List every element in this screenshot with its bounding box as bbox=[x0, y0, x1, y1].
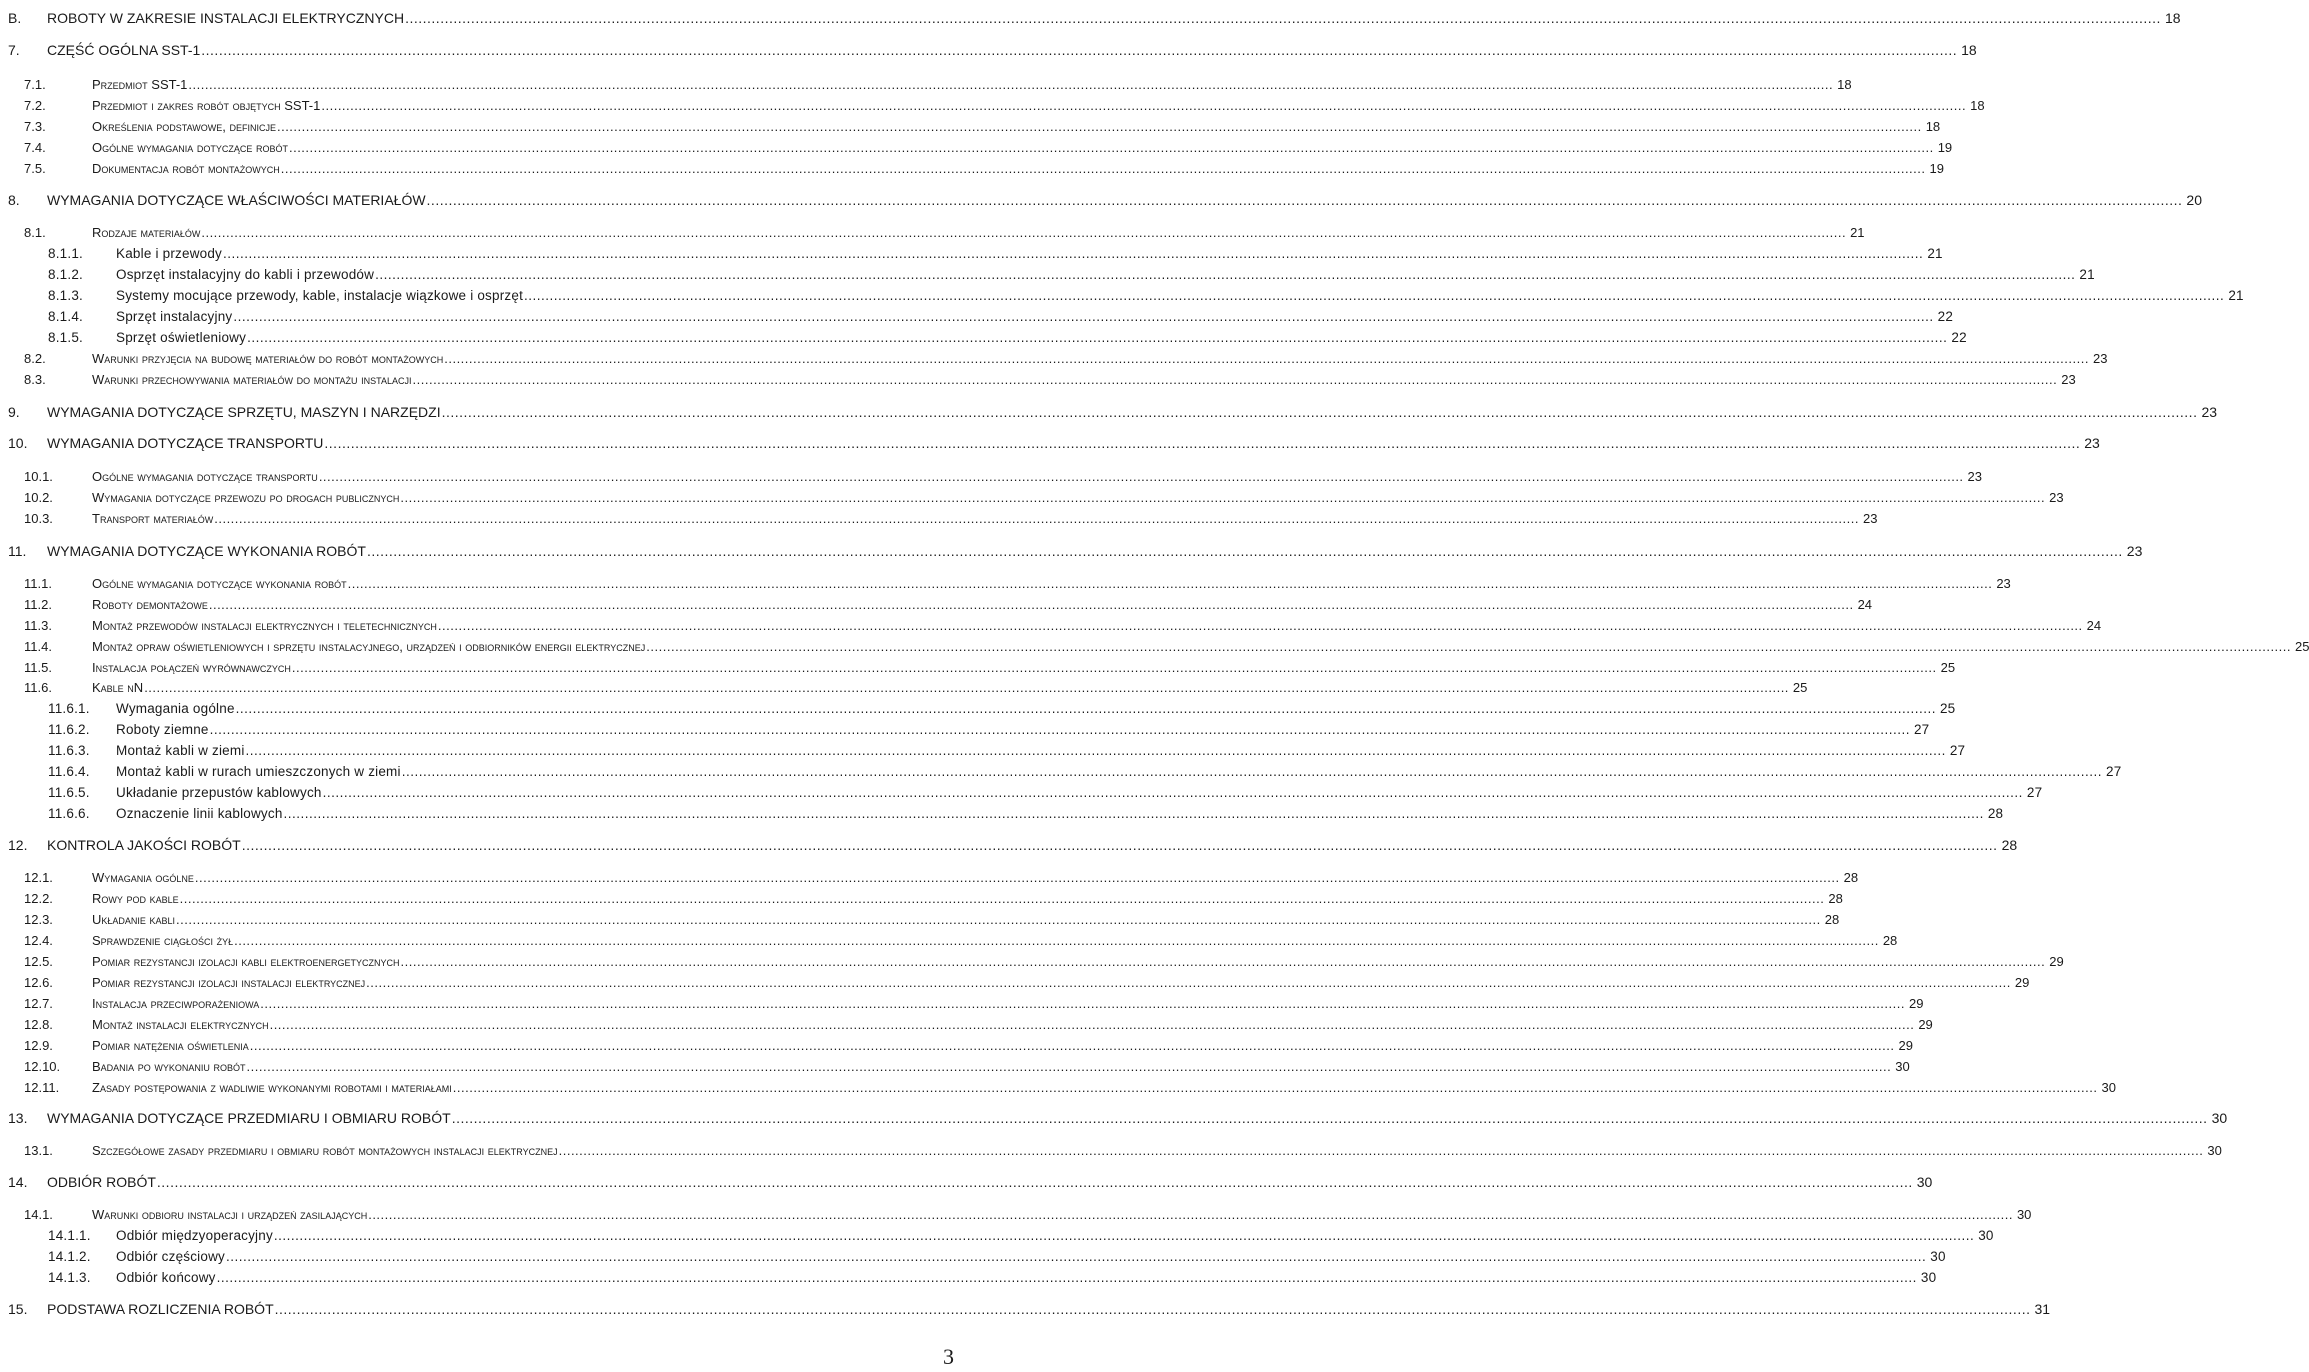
toc-entry-number: 12.10. bbox=[24, 1059, 61, 1074]
toc-entry-page: 21 bbox=[1927, 246, 1943, 261]
toc-entry-number: 8.2. bbox=[24, 351, 46, 366]
toc-entry-number: 11.6. bbox=[24, 680, 52, 695]
toc-entry-number: 11.6.4. bbox=[48, 764, 90, 779]
toc-entry-page: 22 bbox=[1937, 309, 1954, 324]
toc-entry-title: ROBOTY W ZAKRESIE INSTALACJI ELEKTRYCZNYCH bbox=[47, 10, 405, 26]
toc-entry[interactable] bbox=[0, 1035, 1913, 1056]
toc-entry-title: Montaż przewodów instalacji elektrycznych i teletechnicznych bbox=[92, 618, 437, 633]
toc-entry-number: 11.5. bbox=[24, 660, 52, 675]
toc-leader-dots: ................................................................................................................................................................................................................................................................................................................................................................................................................ bbox=[241, 837, 1998, 853]
toc-leader-dots: ................................................................................................................................................................................................................................................................................................................................................................................................................ bbox=[226, 1249, 1927, 1264]
toc-entry-page: 25 bbox=[1939, 701, 1956, 716]
toc-entry-number: 11. bbox=[8, 543, 27, 559]
toc-entry-title: Szczegółowe zasady przedmiaru i obmiaru robót montażowych instalacji elektrycznej bbox=[92, 1143, 558, 1158]
toc-entry-number: 14. bbox=[8, 1174, 28, 1190]
toc-entry-page: 23 bbox=[2049, 490, 2064, 505]
toc-entry-page: 23 bbox=[1862, 511, 1878, 526]
toc-entry-number: 11.2. bbox=[24, 597, 52, 612]
toc-leader-dots: ................................................................................................................................................................................................................................................................................................................................................................................................................ bbox=[441, 404, 2198, 420]
toc-entry-page: 21 bbox=[2079, 267, 2095, 282]
toc-entry-title: Kable nN bbox=[92, 680, 144, 695]
toc-leader-dots: ................................................................................................................................................................................................................................................................................................................................................................................................................ bbox=[288, 140, 1934, 155]
toc-entry[interactable] bbox=[0, 594, 1873, 615]
toc-entry-title: Osprzęt instalacyjny do kabli i przewodów bbox=[116, 267, 375, 282]
toc-entry-number: 8.1. bbox=[24, 225, 46, 240]
toc-entry-number: 8. bbox=[8, 192, 20, 208]
toc-entry[interactable] bbox=[0, 158, 1944, 179]
toc-entry-number: 10.3. bbox=[24, 511, 53, 526]
toc-entry-page: 30 bbox=[1978, 1228, 1994, 1243]
toc-entry-title: Sprawdzenie ciągłości żył bbox=[92, 933, 234, 948]
toc-entry-title: Ogólne wymagania dotyczące wykonania robót bbox=[92, 576, 347, 591]
toc-leader-dots: ................................................................................................................................................................................................................................................................................................................................................................................................................ bbox=[245, 743, 1946, 758]
toc-entry-number: 11.6.1. bbox=[48, 701, 90, 716]
toc-entry-title: Montaż opraw oświetleniowych i sprzętu instalacyjnego, urządzeń i odbiorników energii elektrycznej bbox=[92, 639, 646, 654]
toc-entry-number: 10. bbox=[8, 435, 28, 451]
page-number: 3 bbox=[943, 1344, 954, 1369]
toc-entry-title: ODBIÓR ROBÓT bbox=[47, 1174, 156, 1190]
toc-leader-dots: ................................................................................................................................................................................................................................................................................................................................................................................................................ bbox=[646, 639, 2292, 654]
toc-entry-title: Warunki przechowywania materiałów do montażu instalacji bbox=[92, 372, 412, 387]
toc-entry-number: 12.6. bbox=[24, 975, 53, 990]
toc-leader-dots: ................................................................................................................................................................................................................................................................................................................................................................................................................ bbox=[366, 543, 2123, 559]
toc-entry[interactable] bbox=[0, 677, 1808, 698]
toc-entry-title: Badania po wykonaniu robót bbox=[92, 1059, 246, 1074]
toc-leader-dots: ................................................................................................................................................................................................................................................................................................................................................................................................................ bbox=[208, 597, 1854, 612]
toc-entry-page: 29 bbox=[1908, 996, 1924, 1011]
toc-entry-page: 20 bbox=[2186, 192, 2202, 208]
toc-entry-page: 30 bbox=[1920, 1270, 1937, 1285]
toc-entry-number: 7.2. bbox=[24, 98, 46, 113]
toc-entry-title: WYMAGANIA DOTYCZĄCE WYKONANIA ROBÓT bbox=[47, 543, 366, 559]
toc-entry[interactable] bbox=[0, 573, 2011, 594]
toc-entry[interactable] bbox=[0, 487, 2064, 508]
toc-entry-number: B. bbox=[8, 10, 22, 26]
toc-leader-dots: ................................................................................................................................................................................................................................................................................................................................................................................................................ bbox=[269, 1017, 1915, 1032]
toc-entry[interactable] bbox=[0, 1014, 1933, 1035]
toc-entry-title: KONTROLA JAKOŚCI ROBÓT bbox=[47, 837, 241, 853]
toc-leader-dots: ................................................................................................................................................................................................................................................................................................................................................................................................................ bbox=[401, 764, 2102, 779]
toc-leader-dots: ................................................................................................................................................................................................................................................................................................................................................................................................................ bbox=[405, 10, 2161, 26]
toc-entry-number: 11.6.2. bbox=[48, 722, 90, 737]
toc-entry-number: 12.8. bbox=[24, 1017, 53, 1032]
toc-leader-dots: ................................................................................................................................................................................................................................................................................................................................................................................................................ bbox=[412, 372, 2058, 387]
toc-entry-title: Przedmiot SST-1 bbox=[92, 77, 188, 92]
toc-entry[interactable] bbox=[0, 1225, 1994, 1246]
toc-leader-dots: ................................................................................................................................................................................................................................................................................................................................................................................................................ bbox=[249, 1038, 1895, 1053]
toc-entry-title: Transport materiałów bbox=[92, 511, 214, 526]
toc-entry-page: 28 bbox=[1882, 933, 1898, 948]
toc-entry-title: CZĘŚĆ OGÓLNA SST-1 bbox=[47, 42, 201, 58]
toc-entry-number: 11.6.5. bbox=[48, 785, 90, 800]
toc-entry-page: 25 bbox=[2295, 639, 2309, 654]
toc-entry-title: Instalacja przeciwporażeniowa bbox=[92, 996, 260, 1011]
toc-entry-page: 23 bbox=[2084, 435, 2100, 451]
toc-entry-page: 18 bbox=[1837, 77, 1852, 92]
toc-entry[interactable] bbox=[0, 243, 1943, 264]
toc-entry-page: 19 bbox=[1937, 140, 1953, 155]
toc-entry[interactable] bbox=[0, 909, 1840, 930]
toc-leader-dots: ................................................................................................................................................................................................................................................................................................................................................................................................................ bbox=[260, 996, 1905, 1011]
toc-leader-dots: ................................................................................................................................................................................................................................................................................................................................................................................................................ bbox=[276, 119, 1922, 134]
toc-entry-title: Wymagania ogólne bbox=[116, 701, 235, 716]
toc-entry-title: Układanie przepustów kablowych bbox=[116, 785, 322, 800]
toc-entry-page: 28 bbox=[1987, 806, 2004, 821]
toc-entry[interactable] bbox=[0, 1204, 2032, 1225]
toc-entry-page: 28 bbox=[1828, 891, 1843, 906]
toc-entry-page: 27 bbox=[2026, 785, 2043, 800]
toc-entry-title: WYMAGANIA DOTYCZĄCE SPRZĘTU, MASZYN I NARZĘDZI bbox=[47, 404, 441, 420]
toc-entry[interactable] bbox=[0, 95, 1985, 116]
toc-entry[interactable] bbox=[0, 698, 1956, 719]
toc-entry-number: 8.1.3. bbox=[48, 288, 83, 303]
toc-entry[interactable] bbox=[0, 348, 2108, 369]
toc-leader-dots: ................................................................................................................................................................................................................................................................................................................................................................................................................ bbox=[194, 870, 1840, 885]
toc-entry-number: 7. bbox=[8, 42, 20, 58]
toc-entry-title: Pomiar rezystancji izolacji kabli elektroenergetycznych bbox=[92, 954, 400, 969]
toc-entry-page: 23 bbox=[2061, 372, 2076, 387]
toc-entry-title: Określenia podstawowe, definicje bbox=[92, 119, 276, 134]
toc-entry[interactable] bbox=[0, 867, 1859, 888]
toc-leader-dots: ................................................................................................................................................................................................................................................................................................................................................................................................................ bbox=[234, 933, 1879, 948]
toc-entry-number: 14.1. bbox=[24, 1207, 53, 1222]
toc-entry-number: 14.1.3. bbox=[48, 1270, 91, 1285]
toc-entry-title: Montaż instalacji elektrycznych bbox=[92, 1017, 269, 1032]
toc-leader-dots: ................................................................................................................................................................................................................................................................................................................................................................................................................ bbox=[375, 267, 2076, 282]
toc-entry-number: 12.3. bbox=[24, 912, 53, 927]
toc-entry-title: PODSTAWA ROZLICZENIA ROBÓT bbox=[47, 1301, 274, 1317]
toc-leader-dots: ................................................................................................................................................................................................................................................................................................................................................................................................................ bbox=[247, 330, 1948, 345]
toc-entry-page: 23 bbox=[2126, 543, 2143, 559]
toc-entry[interactable] bbox=[0, 930, 1898, 951]
toc-entry-page: 24 bbox=[1857, 597, 1873, 612]
toc-entry-page: 31 bbox=[2034, 1301, 2051, 1317]
toc-entry-page: 28 bbox=[1843, 870, 1859, 885]
toc-leader-dots: ................................................................................................................................................................................................................................................................................................................................................................................................................ bbox=[201, 42, 1958, 58]
toc-entry-number: 9. bbox=[8, 404, 20, 420]
toc-entry-number: 12.11. bbox=[24, 1080, 60, 1095]
toc-entry-number: 10.1. bbox=[24, 469, 53, 484]
toc-entry-number: 10.2. bbox=[24, 490, 53, 505]
toc-leader-dots: ................................................................................................................................................................................................................................................................................................................................................................................................................ bbox=[426, 192, 2183, 208]
toc-entry-number: 11.6.6. bbox=[48, 806, 90, 821]
toc-entry[interactable] bbox=[0, 1056, 1910, 1077]
toc-entry-number: 7.4. bbox=[24, 140, 46, 155]
toc-leader-dots: ................................................................................................................................................................................................................................................................................................................................................................................................................ bbox=[400, 490, 2046, 505]
toc-entry-number: 13.1. bbox=[24, 1143, 53, 1158]
toc-entry-page: 30 bbox=[2016, 1207, 2032, 1222]
toc-entry-page: 18 bbox=[1961, 42, 1977, 58]
toc-entry[interactable] bbox=[0, 508, 1878, 529]
toc-entry[interactable] bbox=[0, 615, 2102, 636]
toc-leader-dots: ................................................................................................................................................................................................................................................................................................................................................................................................................ bbox=[201, 225, 1847, 240]
toc-entry-title: Sprzęt instalacyjny bbox=[116, 309, 233, 324]
toc-entry[interactable] bbox=[0, 719, 1930, 740]
toc-entry-page: 29 bbox=[1898, 1038, 1913, 1053]
toc-entry-title: Układanie kabli bbox=[92, 912, 176, 927]
toc-entry-title: Ogólne wymagania dotyczące transportu bbox=[92, 469, 318, 484]
toc-leader-dots: ................................................................................................................................................................................................................................................................................................................................................................................................................ bbox=[176, 912, 1821, 927]
toc-entry-title: Przedmiot i zakres robót objętych SST-1 bbox=[92, 98, 321, 113]
toc-entry-number: 11.3. bbox=[24, 618, 52, 633]
toc-entry-page: 29 bbox=[1918, 1017, 1933, 1032]
toc-entry-page: 19 bbox=[1929, 161, 1944, 176]
toc-leader-dots: ................................................................................................................................................................................................................................................................................................................................................................................................................ bbox=[214, 511, 1859, 526]
toc-entry-page: 18 bbox=[1970, 98, 1985, 113]
toc-entry[interactable] bbox=[0, 740, 1966, 761]
toc-entry[interactable] bbox=[0, 803, 2004, 824]
toc-entry-title: Rowy pod kable bbox=[92, 891, 179, 906]
toc-entry[interactable] bbox=[0, 782, 2043, 803]
toc-leader-dots: ................................................................................................................................................................................................................................................................................................................................................................................................................ bbox=[558, 1143, 2204, 1158]
toc-entry-page: 23 bbox=[2092, 351, 2108, 366]
toc-entry-page: 18 bbox=[1925, 119, 1941, 134]
toc-leader-dots: ................................................................................................................................................................................................................................................................................................................................................................................................................ bbox=[233, 309, 1934, 324]
toc-entry-title: Rodzaje materiałów bbox=[92, 225, 201, 240]
toc-entry-page: 21 bbox=[1850, 225, 1865, 240]
toc-leader-dots: ................................................................................................................................................................................................................................................................................................................................................................................................................ bbox=[444, 351, 2089, 366]
toc-entry-page: 30 bbox=[2101, 1080, 2116, 1095]
toc-entry-page: 21 bbox=[2228, 288, 2244, 303]
toc-entry-title: Odbiór częściowy bbox=[116, 1249, 225, 1264]
toc-entry-page: 25 bbox=[1940, 660, 1956, 675]
toc-entry-title: Odbiór międzyoperacyjny bbox=[116, 1228, 273, 1243]
toc-leader-dots: ................................................................................................................................................................................................................................................................................................................................................................................................................ bbox=[235, 701, 1936, 716]
toc-leader-dots: ................................................................................................................................................................................................................................................................................................................................................................................................................ bbox=[347, 576, 1993, 591]
toc-entry[interactable] bbox=[0, 761, 2122, 782]
toc-entry[interactable] bbox=[0, 222, 1865, 243]
toc-leader-dots: ................................................................................................................................................................................................................................................................................................................................................................................................................ bbox=[209, 722, 1910, 737]
toc-leader-dots: ................................................................................................................................................................................................................................................................................................................................................................................................................ bbox=[216, 1270, 1917, 1285]
toc-entry[interactable] bbox=[0, 137, 1953, 158]
toc-leader-dots: ................................................................................................................................................................................................................................................................................................................................................................................................................ bbox=[246, 1059, 1892, 1074]
toc-entry[interactable] bbox=[0, 285, 2244, 306]
toc-entry-page: 30 bbox=[2207, 1143, 2222, 1158]
toc-entry-title: Oznaczenie linii kablowych bbox=[116, 806, 283, 821]
toc-entry-number: 7.1. bbox=[24, 77, 46, 92]
toc-entry-number: 12.2. bbox=[24, 891, 53, 906]
toc-entry-title: WYMAGANIA DOTYCZĄCE WŁAŚCIWOŚCI MATERIAŁÓW bbox=[47, 192, 426, 208]
toc-entry-number: 7.3. bbox=[24, 119, 46, 134]
toc-entry[interactable] bbox=[0, 466, 1983, 487]
toc-entry-title: WYMAGANIA DOTYCZĄCE TRANSPORTU bbox=[47, 435, 324, 451]
toc-entry-number: 12.9. bbox=[24, 1038, 53, 1053]
toc-leader-dots: ................................................................................................................................................................................................................................................................................................................................................................................................................ bbox=[274, 1301, 2031, 1317]
toc-entry-number: 8.1.1. bbox=[48, 246, 83, 261]
toc-entry-number: 7.5. bbox=[24, 161, 46, 176]
toc-entry[interactable] bbox=[0, 993, 1924, 1014]
toc-entry-page: 27 bbox=[1949, 743, 1966, 758]
toc-leader-dots: ................................................................................................................................................................................................................................................................................................................................................................................................................ bbox=[366, 975, 2011, 990]
toc-entry-title: Zasady postępowania z wadliwie wykonanymi robotami i materiałami bbox=[92, 1080, 452, 1095]
toc-entry-title: Kable i przewody bbox=[116, 246, 223, 261]
toc-entry-number: 11.6.3. bbox=[48, 743, 90, 758]
toc-entry-title: Pomiar natężenia oświetlenia bbox=[92, 1038, 249, 1053]
toc-leader-dots: ................................................................................................................................................................................................................................................................................................................................................................................................................ bbox=[273, 1228, 1975, 1243]
toc-entry-page: 27 bbox=[1913, 722, 1930, 737]
toc-entry[interactable] bbox=[0, 1246, 1946, 1267]
toc-entry-title: Wymagania dotyczące przewozu po drogach publicznych bbox=[92, 490, 400, 505]
toc-entry-title: Warunki odbioru instalacji i urządzeń zasilających bbox=[92, 1207, 368, 1222]
toc-entry-page: 24 bbox=[2086, 618, 2102, 633]
toc-entry-page: 18 bbox=[2164, 10, 2181, 26]
toc-entry-number: 14.1.1. bbox=[48, 1228, 91, 1243]
toc-entry[interactable] bbox=[0, 433, 2100, 454]
toc-leader-dots: ................................................................................................................................................................................................................................................................................................................................................................................................................ bbox=[437, 618, 2083, 633]
toc-leader-dots: ................................................................................................................................................................................................................................................................................................................................................................................................................ bbox=[283, 806, 1984, 821]
toc-leader-dots: ................................................................................................................................................................................................................................................................................................................................................................................................................ bbox=[324, 435, 2081, 451]
toc-leader-dots: ................................................................................................................................................................................................................................................................................................................................................................................................................ bbox=[291, 660, 1937, 675]
toc-entry-number: 13. bbox=[8, 1110, 28, 1126]
toc-entry-title: Odbiór końcowy bbox=[116, 1270, 216, 1285]
toc-entry-number: 12.5. bbox=[24, 954, 53, 969]
toc-entry[interactable] bbox=[0, 541, 2143, 562]
toc-entry[interactable] bbox=[0, 369, 2076, 390]
toc-entry-page: 23 bbox=[1996, 576, 2011, 591]
toc-leader-dots: ................................................................................................................................................................................................................................................................................................................................................................................................................ bbox=[280, 161, 1926, 176]
toc-entry-title: Instalacja połączeń wyrównawczych bbox=[92, 660, 291, 675]
toc-leader-dots: ................................................................................................................................................................................................................................................................................................................................................................................................................ bbox=[144, 680, 1789, 695]
toc-entry-number: 8.1.5. bbox=[48, 330, 83, 345]
toc-entry-title: Roboty demontażowe bbox=[92, 597, 208, 612]
toc-entry[interactable] bbox=[0, 1299, 2051, 1320]
toc-entry-page: 27 bbox=[2106, 764, 2122, 779]
toc-entry-page: 23 bbox=[2201, 404, 2218, 420]
toc-entry[interactable] bbox=[0, 116, 1941, 137]
toc-leader-dots: ................................................................................................................................................................................................................................................................................................................................................................................................................ bbox=[188, 77, 1834, 92]
toc-entry-page: 22 bbox=[1951, 330, 1967, 345]
toc-leader-dots: ................................................................................................................................................................................................................................................................................................................................................................................................................ bbox=[179, 891, 1825, 906]
toc-entry-page: 29 bbox=[2049, 954, 2064, 969]
toc-entry-number: 11.4. bbox=[24, 639, 52, 654]
toc-entry[interactable] bbox=[0, 8, 2181, 29]
toc-entry[interactable] bbox=[0, 306, 1954, 327]
toc-entry[interactable] bbox=[0, 1172, 1933, 1193]
toc-entry-number: 11.1. bbox=[24, 576, 52, 591]
toc-entry-title: Ogólne wymagania dotyczące robót bbox=[92, 140, 288, 155]
toc-entry-page: 28 bbox=[1824, 912, 1840, 927]
toc-entry-page: 30 bbox=[1916, 1174, 1933, 1190]
toc-entry-page: 29 bbox=[2014, 975, 2030, 990]
toc-entry-title: Dokumentacja robót montażowych bbox=[92, 161, 280, 176]
toc-entry-page: 25 bbox=[1792, 680, 1808, 695]
toc-entry-title: Systemy mocujące przewody, kable, instalacje wiązkowe i osprzęt bbox=[116, 288, 524, 303]
toc-entry[interactable] bbox=[0, 1077, 2116, 1098]
toc-entry-title: Montaż kabli w ziemi bbox=[116, 743, 245, 758]
toc-entry-number: 15. bbox=[8, 1301, 28, 1317]
toc-entry[interactable] bbox=[0, 835, 2018, 856]
toc-entry-page: 30 bbox=[1930, 1249, 1946, 1264]
toc-leader-dots: ................................................................................................................................................................................................................................................................................................................................................................................................................ bbox=[524, 288, 2225, 303]
toc-entry-number: 8.1.4. bbox=[48, 309, 83, 324]
toc-entry-page: 30 bbox=[2211, 1110, 2228, 1126]
toc-entry[interactable] bbox=[0, 327, 1967, 348]
toc-leader-dots: ................................................................................................................................................................................................................................................................................................................................................................................................................ bbox=[321, 98, 1967, 113]
toc-entry-title: Pomiar rezystancji izolacji instalacji elektrycznej bbox=[92, 975, 366, 990]
toc-entry[interactable] bbox=[0, 190, 2202, 211]
toc-entry-title: Sprzęt oświetleniowy bbox=[116, 330, 247, 345]
toc-entry[interactable] bbox=[0, 888, 1843, 909]
toc-leader-dots: ................................................................................................................................................................................................................................................................................................................................................................................................................ bbox=[318, 469, 1964, 484]
toc-entry[interactable] bbox=[0, 657, 1956, 678]
toc-leader-dots: ................................................................................................................................................................................................................................................................................................................................................................................................................ bbox=[368, 1207, 2013, 1222]
toc-entry[interactable] bbox=[0, 402, 2218, 423]
toc-leader-dots: ................................................................................................................................................................................................................................................................................................................................................................................................................ bbox=[452, 1080, 2098, 1095]
toc-entry-page: 30 bbox=[1895, 1059, 1910, 1074]
toc-leader-dots: ................................................................................................................................................................................................................................................................................................................................................................................................................ bbox=[400, 954, 2046, 969]
toc-entry-page: 23 bbox=[1967, 469, 1983, 484]
toc-entry-number: 8.3. bbox=[24, 372, 46, 387]
toc-leader-dots: ................................................................................................................................................................................................................................................................................................................................................................................................................ bbox=[223, 246, 1924, 261]
toc-entry[interactable] bbox=[0, 264, 2095, 285]
toc-entry-number: 14.1.2. bbox=[48, 1249, 91, 1264]
toc-entry[interactable] bbox=[0, 636, 2309, 657]
toc-entry-number: 12.7. bbox=[24, 996, 53, 1011]
toc-entry[interactable] bbox=[0, 1140, 2222, 1161]
toc-entry[interactable] bbox=[0, 1108, 2228, 1129]
toc-entry-title: WYMAGANIA DOTYCZĄCE PRZEDMIARU I OBMIARU ROBÓT bbox=[47, 1110, 451, 1126]
toc-entry-number: 12.4. bbox=[24, 933, 53, 948]
toc-entry-title: Montaż kabli w rurach umieszczonych w ziemi bbox=[116, 764, 401, 779]
toc-entry[interactable] bbox=[0, 40, 1977, 61]
toc-leader-dots: ................................................................................................................................................................................................................................................................................................................................................................................................................ bbox=[451, 1110, 2208, 1126]
toc-entry-page: 28 bbox=[2001, 837, 2018, 853]
toc-entry-number: 12. bbox=[8, 837, 28, 853]
toc-leader-dots: ................................................................................................................................................................................................................................................................................................................................................................................................................ bbox=[156, 1174, 1913, 1190]
toc-entry-title: Wymagania ogólne bbox=[92, 870, 194, 885]
toc-entry[interactable] bbox=[0, 74, 1852, 95]
toc-entry[interactable] bbox=[0, 972, 2030, 993]
toc-entry-title: Roboty ziemne bbox=[116, 722, 209, 737]
toc-entry-number: 12.1. bbox=[24, 870, 53, 885]
toc-entry[interactable] bbox=[0, 951, 2064, 972]
toc-leader-dots: ................................................................................................................................................................................................................................................................................................................................................................................................................ bbox=[322, 785, 2023, 800]
toc-entry-number: 8.1.2. bbox=[48, 267, 83, 282]
toc-entry[interactable] bbox=[0, 1267, 1937, 1288]
toc-entry-title: Warunki przyjęcia na budowę materiałów do robót montażowych bbox=[92, 351, 444, 366]
